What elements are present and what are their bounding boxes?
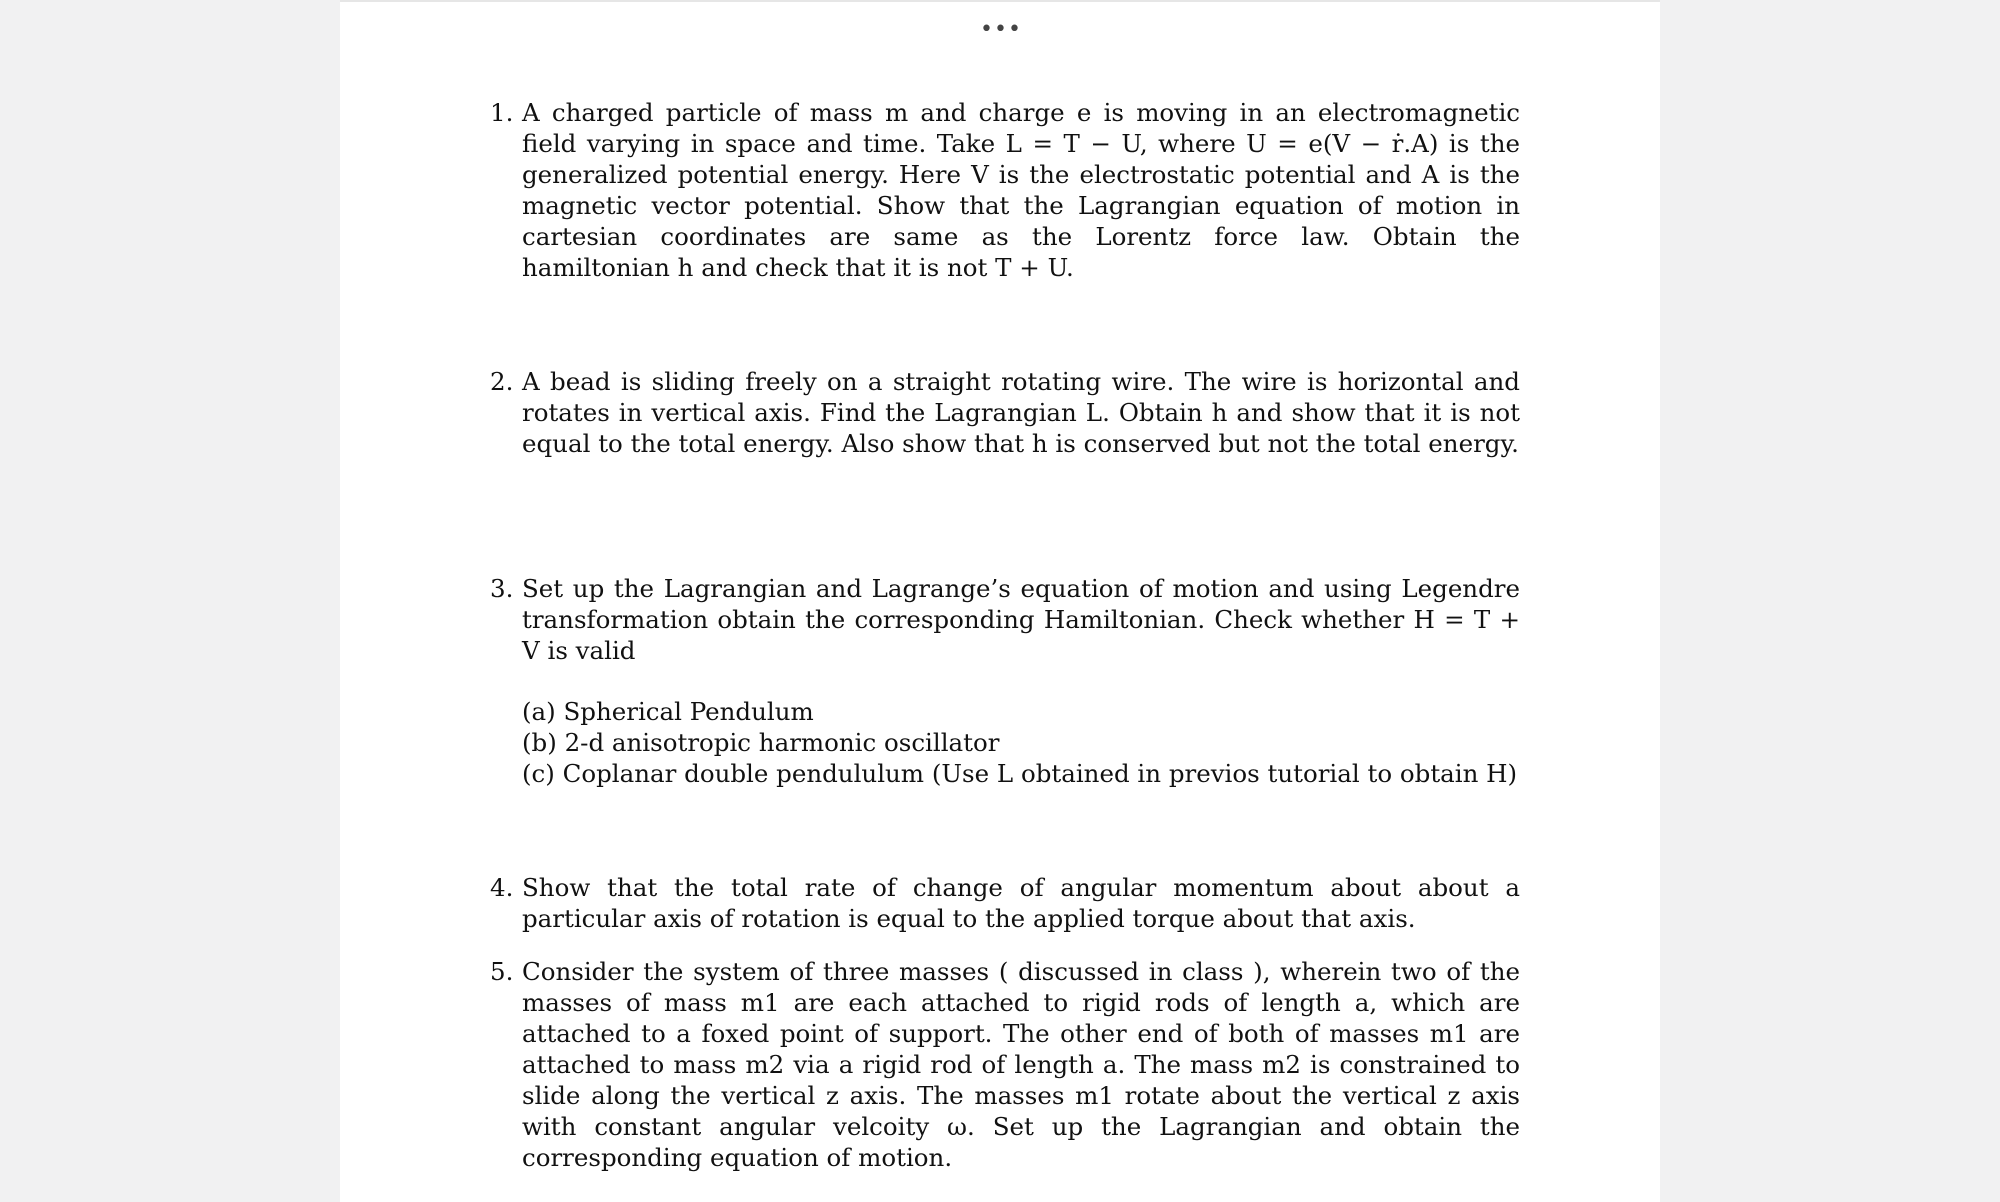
problem-1 [490,97,1520,283]
problem-2 [490,366,1520,459]
problem-text: Set up the Lagrangian and Lagrange’s equation of motion and using Legendre transformation obtain the corresponding Hamiltonian. Check whether H = T + V is valid [522,574,1520,665]
subitem-b: (b) 2-d anisotropic harmonic oscillator [522,728,1000,757]
problem-number: 3. [490,574,514,603]
subitem-a: (a) Spherical Pendulum [522,697,814,726]
problem-text: A charged particle of mass m and charge e is moving in an electromagnetic field varying in space and time. Take L = T − U, where U = e(V − ṙ.A) is the generalized potential energy. Here V is the electrostatic potential and A is the magnetic vector potential. Show that the Lagrangian equation of motion in cartesian coordinates are same as the Lorentz force law. Obtain the hamiltonian h and check that it is not T + U. [522,98,1520,282]
problem-3 [490,573,1520,789]
more-options-icon[interactable]: ••• [980,17,1022,42]
problem-subitems [522,696,1520,789]
problem-number: 1. [490,98,514,127]
subitem-c: (c) Coplanar double pendululum (Use L obtained in previos tutorial to obtain H) [522,759,1518,788]
problem-text: A bead is sliding freely on a straight rotating wire. The wire is horizontal and rotates in vertical axis. Find the Lagrangian L. Obtain h and show that it is not equal to the total energy. Also show that h is conserved but not the total energy. [522,367,1520,458]
problem-number: 4. [490,873,514,902]
problem-number: 5. [490,957,514,986]
problem-number: 2. [490,367,514,396]
problem-4 [490,872,1520,934]
document-page [340,0,1660,1202]
problem-text: Show that the total rate of change of angular momentum about about a particular axis of rotation is equal to the applied torque about that axis. [522,873,1520,933]
problem-5 [490,956,1520,1173]
problem-text: Consider the system of three masses ( discussed in class ), wherein two of the masses of mass m1 are each attached to rigid rods of length a, which are attached to a foxed point of support. The other end of both of masses m1 are attached to mass m2 via a rigid rod of length a. The mass m2 is constrained to slide along the vertical z axis. The masses m1 rotate about the vertical z axis with constant angular velcoity ω. Set up the Lagrangian and obtain the corresponding equation of motion. [522,957,1520,1172]
